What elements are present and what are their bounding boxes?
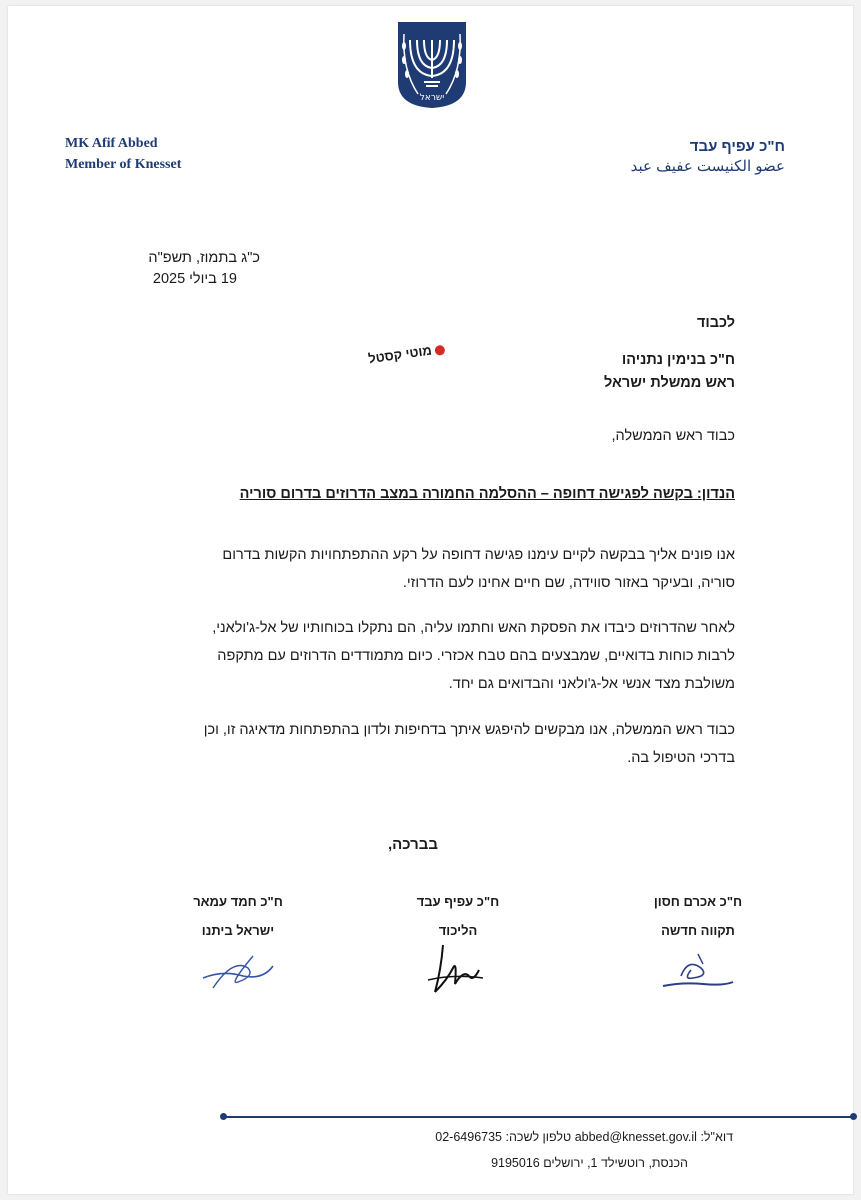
stamp-text: מוטי קסטל (367, 342, 433, 367)
header-en-name: MK Afif Abbed (65, 136, 158, 151)
paragraph-3-line-2: בדרכי הטיפול בה. (627, 750, 735, 766)
signatory-2-party: הליכוד (438, 923, 478, 938)
signatory-2 (368, 894, 548, 1005)
recipient-title: ראש ממשלת ישראל (604, 375, 735, 391)
signature-3-icon (193, 948, 283, 998)
paragraph-1 (115, 541, 735, 597)
paragraph-2-line-1: לאחר שהדרוזים כיבדו את הפסקת האש וחתמו עליה, הם נתקלו בכוחותיו של אל-ג'ולאני, (212, 620, 735, 636)
paragraph-3 (115, 716, 735, 772)
closing: בברכה, (387, 836, 438, 853)
reporter-stamp (367, 341, 445, 367)
footer-address: הכנסת, רוטשילד 1, ירושלים 9195016 (491, 1156, 688, 1170)
recipient-name: ח"כ בנימין נתניהו (621, 352, 735, 368)
signatory-1 (608, 894, 788, 1001)
paragraph-1-line-2: סוריה, ובעיקר באזור סווידה, שם חיים אחינו לעם הדרוזי. (402, 575, 735, 591)
footer-divider-dot-left (220, 1113, 227, 1120)
footer-phone-label: טלפון לשכה: (505, 1130, 572, 1144)
signature-1-icon (653, 946, 743, 996)
state-emblem-icon (396, 20, 468, 110)
recipient-to: לכבוד (696, 315, 735, 331)
paragraph-2 (115, 614, 735, 698)
footer-divider (224, 1116, 854, 1118)
signatory-3-party: ישראל ביתנו (201, 923, 275, 938)
paragraph-1-line-1: אנו פונים אליך בבקשה לקיים עימנו פגישה דחופה על רקע ההתפתחויות הקשות בדרום (222, 547, 735, 563)
stamp-dot-icon (434, 344, 445, 355)
signatory-2-name: ח"כ עפיף עבד (416, 894, 500, 909)
header-he-name: ח"כ עפיף עבד (689, 138, 785, 155)
header-ar-name: عضو الكنيست عفيف عبد (630, 158, 785, 175)
paragraph-2-line-3: משולבת מצד אנשי אל-ג'ולאני והבדואים גם יחד. (448, 676, 735, 692)
footer-email[interactable]: abbed@knesset.gov.il (574, 1130, 697, 1144)
signature-2-icon (413, 940, 503, 1000)
footer-email-label: דוא"ל: (700, 1130, 733, 1144)
footer-phone: 02-6496735 (435, 1130, 502, 1144)
subject-line: הנדון: בקשה לפגישה דחופה – ההסלמה החמורה במצב הדרוזים בדרום סוריה (239, 486, 735, 502)
signatory-3-name: ח"כ חמד עמאר (193, 894, 283, 909)
salutation: כבוד ראש הממשלה, (611, 428, 735, 444)
emblem-lettering: ישראל (419, 93, 445, 103)
signatory-3 (148, 894, 328, 1003)
signatory-1-party: תקווה חדשה (661, 923, 735, 938)
footer-divider-dot-right (850, 1113, 857, 1120)
date-gregorian: 19 ביולי 2025 (152, 271, 237, 287)
footer-contact-line (435, 1130, 733, 1144)
paragraph-2-line-2: לרבות כוחות בדואיים, שמבצעים בהם טבח אכזרי. כיום מתמודדים הדרוזים עם מתקפה (217, 648, 735, 664)
paragraph-3-line-1: כבוד ראש הממשלה, אנו מבקשים להיפגש איתך בדחיפות ולדון בהתפתחות מדאיגה זו, וכן (203, 722, 735, 738)
header-en-title: Member of Knesset (65, 157, 182, 172)
signatory-1-name: ח"כ אכרם חסון (653, 894, 743, 909)
letter-page (8, 6, 853, 1194)
date-hebrew: כ"ג בתמוז, תשפ"ה (148, 250, 260, 266)
